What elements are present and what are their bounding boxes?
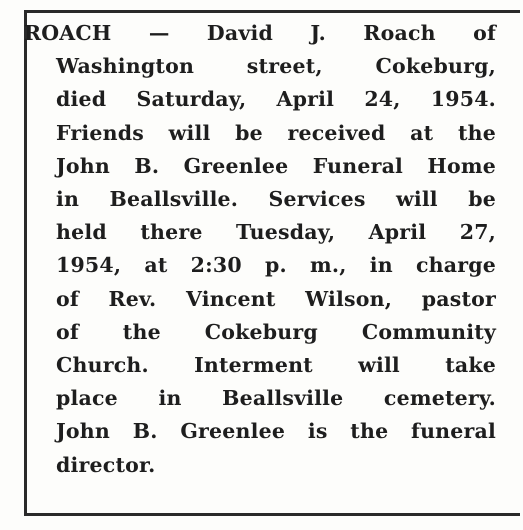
notice-line: director.	[56, 452, 156, 477]
notice-line: of the Cokeburg Community	[56, 319, 496, 344]
notice-line: Friends will be received at the	[56, 120, 496, 145]
notice-line: died Saturday, April 24, 1954.	[56, 87, 496, 112]
notice-line: Church. Interment will take	[56, 353, 496, 378]
notice-line: place in Beallsville cemetery.	[56, 386, 496, 411]
notice-line: John B. Greenlee is the funeral	[56, 419, 496, 444]
notice-line: 1954, at 2:30 p. m., in charge	[56, 253, 496, 278]
obituary-notice	[24, 17, 496, 482]
notice-line: held there Tuesday, April 27,	[56, 220, 496, 245]
notice-line: John B. Greenlee Funeral Home	[56, 153, 496, 178]
top-rule	[24, 10, 520, 13]
bottom-rule	[24, 513, 520, 516]
notice-line: Washington street, Cokeburg,	[56, 54, 496, 79]
notice-line: ROACH — David J. Roach of	[24, 21, 496, 45]
notice-line: of Rev. Vincent Wilson, pastor	[56, 286, 496, 311]
notice-line: in Beallsville. Services will be	[56, 187, 496, 212]
